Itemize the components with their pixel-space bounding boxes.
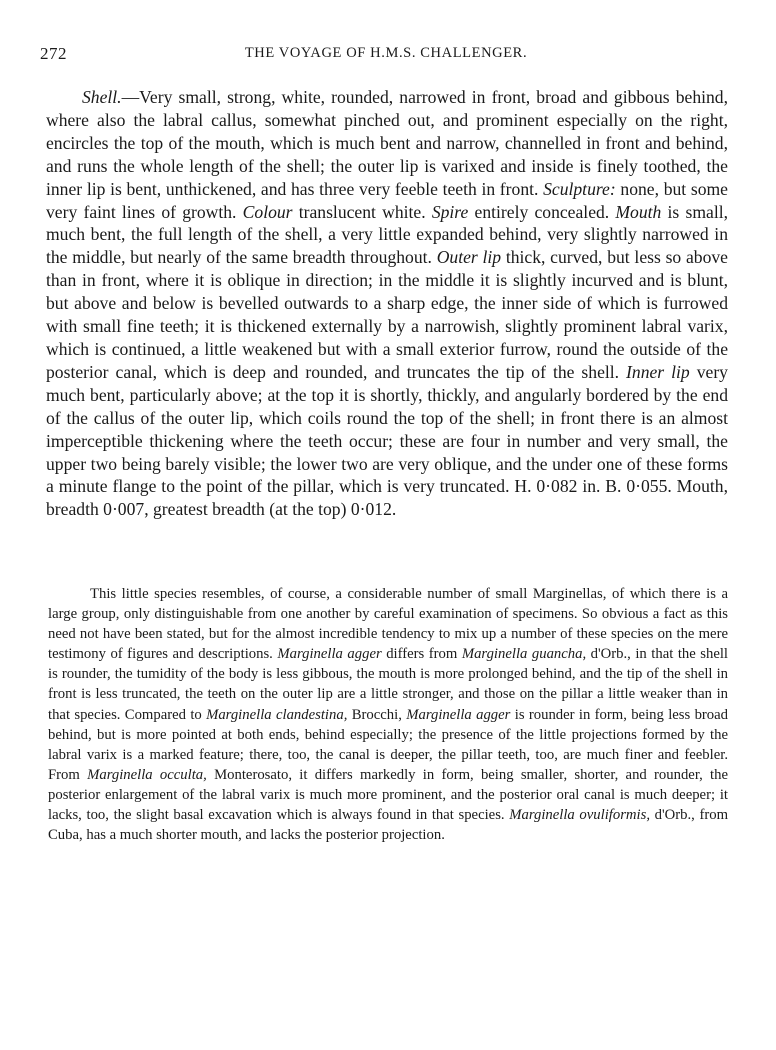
text-run: is small, much bent, the full length of the shell, a very little expanded behind, very slightly narrowed in the middle, but nearly of the same breadth throughout. [46, 201, 729, 268]
italic-run: Shell. [82, 87, 122, 107]
text-run: —Very small, strong, white, rounded, narrowed in front, broad and gibbous behind, where also the labral callus, somewhat pinched out, and prominent especially on the right, encircles the top of the mouth, which is much bent and narrow, channelled in front and behind, and runs the whole length of the shell; the outer lip is varixed and inside is finely toothed, the inner lip is bent, unthickened, and has three very feeble teeth in front. [46, 87, 728, 199]
italic-run: Marginella occulta, [87, 766, 207, 783]
text-run: d'Orb., from Cuba, has a much shorter mouth, and lacks the posterior projection. [48, 807, 728, 844]
page-number: 272 [40, 44, 67, 63]
italic-run: Mouth [615, 201, 662, 222]
text-run: thick, curved, but less so above than in front, where it is oblique in direction; in the middle it is slightly incurved and is blunt, but above and below is bevelled outwards to a sharp edge, the inner side of which is furrowed with small fine teeth; it is thickened externally by a narrowish, slightly prominent labral varix, which is continued, a little weakened but with a small exterior furrow, round the outside of the posterior canal, which is deep and rounded, and truncates the tip of the shell. [46, 247, 728, 382]
text-run: very much bent, particularly above; at the top it is shortly, thickly, and angularly bordered by the end of the callus of the outer lip, which coils round the top of the shell; in front there is an almost imperceptible thickening where the teeth occur; these are four in number and very small, the upper two being barely visible; the lower two are very oblique, and the under one of these forms a minute flange to the point of the pillar, which is very truncated. H. 0·082 in. B. 0·055. Mouth, breadth 0·007, greatest breadth (at the top) 0·012. [46, 361, 728, 520]
italic-run: Marginella ovuliformis, [509, 807, 650, 824]
text-run: is rounder in form, being less broad behind, but is more pointed at both ends, behind especially; the presence of the little projections formed by the labral varix is a marked feature; there, too, the canal is deeper, the pillar teeth, too, are much finer and feebler. From [48, 706, 729, 783]
italic-run: Inner lip [626, 361, 690, 382]
text-run: translucent white. [292, 201, 432, 222]
shell-description-paragraph [46, 86, 728, 521]
running-head: THE VOYAGE OF H.M.S. CHALLENGER. [244, 45, 528, 61]
text-run: This little species resembles, of course, a considerable number of small Marginellas, of which there is a large group, only distinguishable from one another by careful examination of specimens. So obvious a fact as this need not have been stated, but for the almost incredible tendency to mix up a number of these species on the mere testimony of figures and descriptions. [48, 586, 728, 663]
italic-run: Marginella clandestina, [206, 706, 348, 723]
italic-run: Marginella agger [406, 706, 511, 723]
italic-run: Colour [242, 201, 293, 222]
page-header [40, 44, 732, 68]
italic-run: Marginella guancha, [461, 646, 587, 663]
text-run: entirely concealed. [468, 201, 616, 222]
italic-run: Sculpture: [543, 178, 616, 199]
text-run: differs from [381, 646, 462, 663]
italic-run: Marginella agger [277, 646, 382, 663]
commentary-paragraph [48, 584, 728, 845]
text-run: Monterosato, it differs markedly in form, being smaller, shorter, and rounder, the posterior enlargement of the labral varix is much more prominent, and the posterior oral canal is much deeper; it lacks, too, the slight basal excavation which is always found in that species. [48, 766, 729, 824]
italic-run: Outer lip [436, 247, 502, 268]
text-run: none, but some very faint lines of growth. [46, 178, 728, 222]
text-run: Brocchi, [347, 706, 407, 723]
text-run: d'Orb., in that the shell is rounder, the tumidity of the body is less gibbous, the mouth is more prolonged behind, and the tip of the shell in front is less truncated, the teeth on the outer lip are a little stronger, and those on the pillar a little weaker than in that species. Compared to [48, 646, 729, 723]
italic-run: Spire [431, 201, 469, 222]
